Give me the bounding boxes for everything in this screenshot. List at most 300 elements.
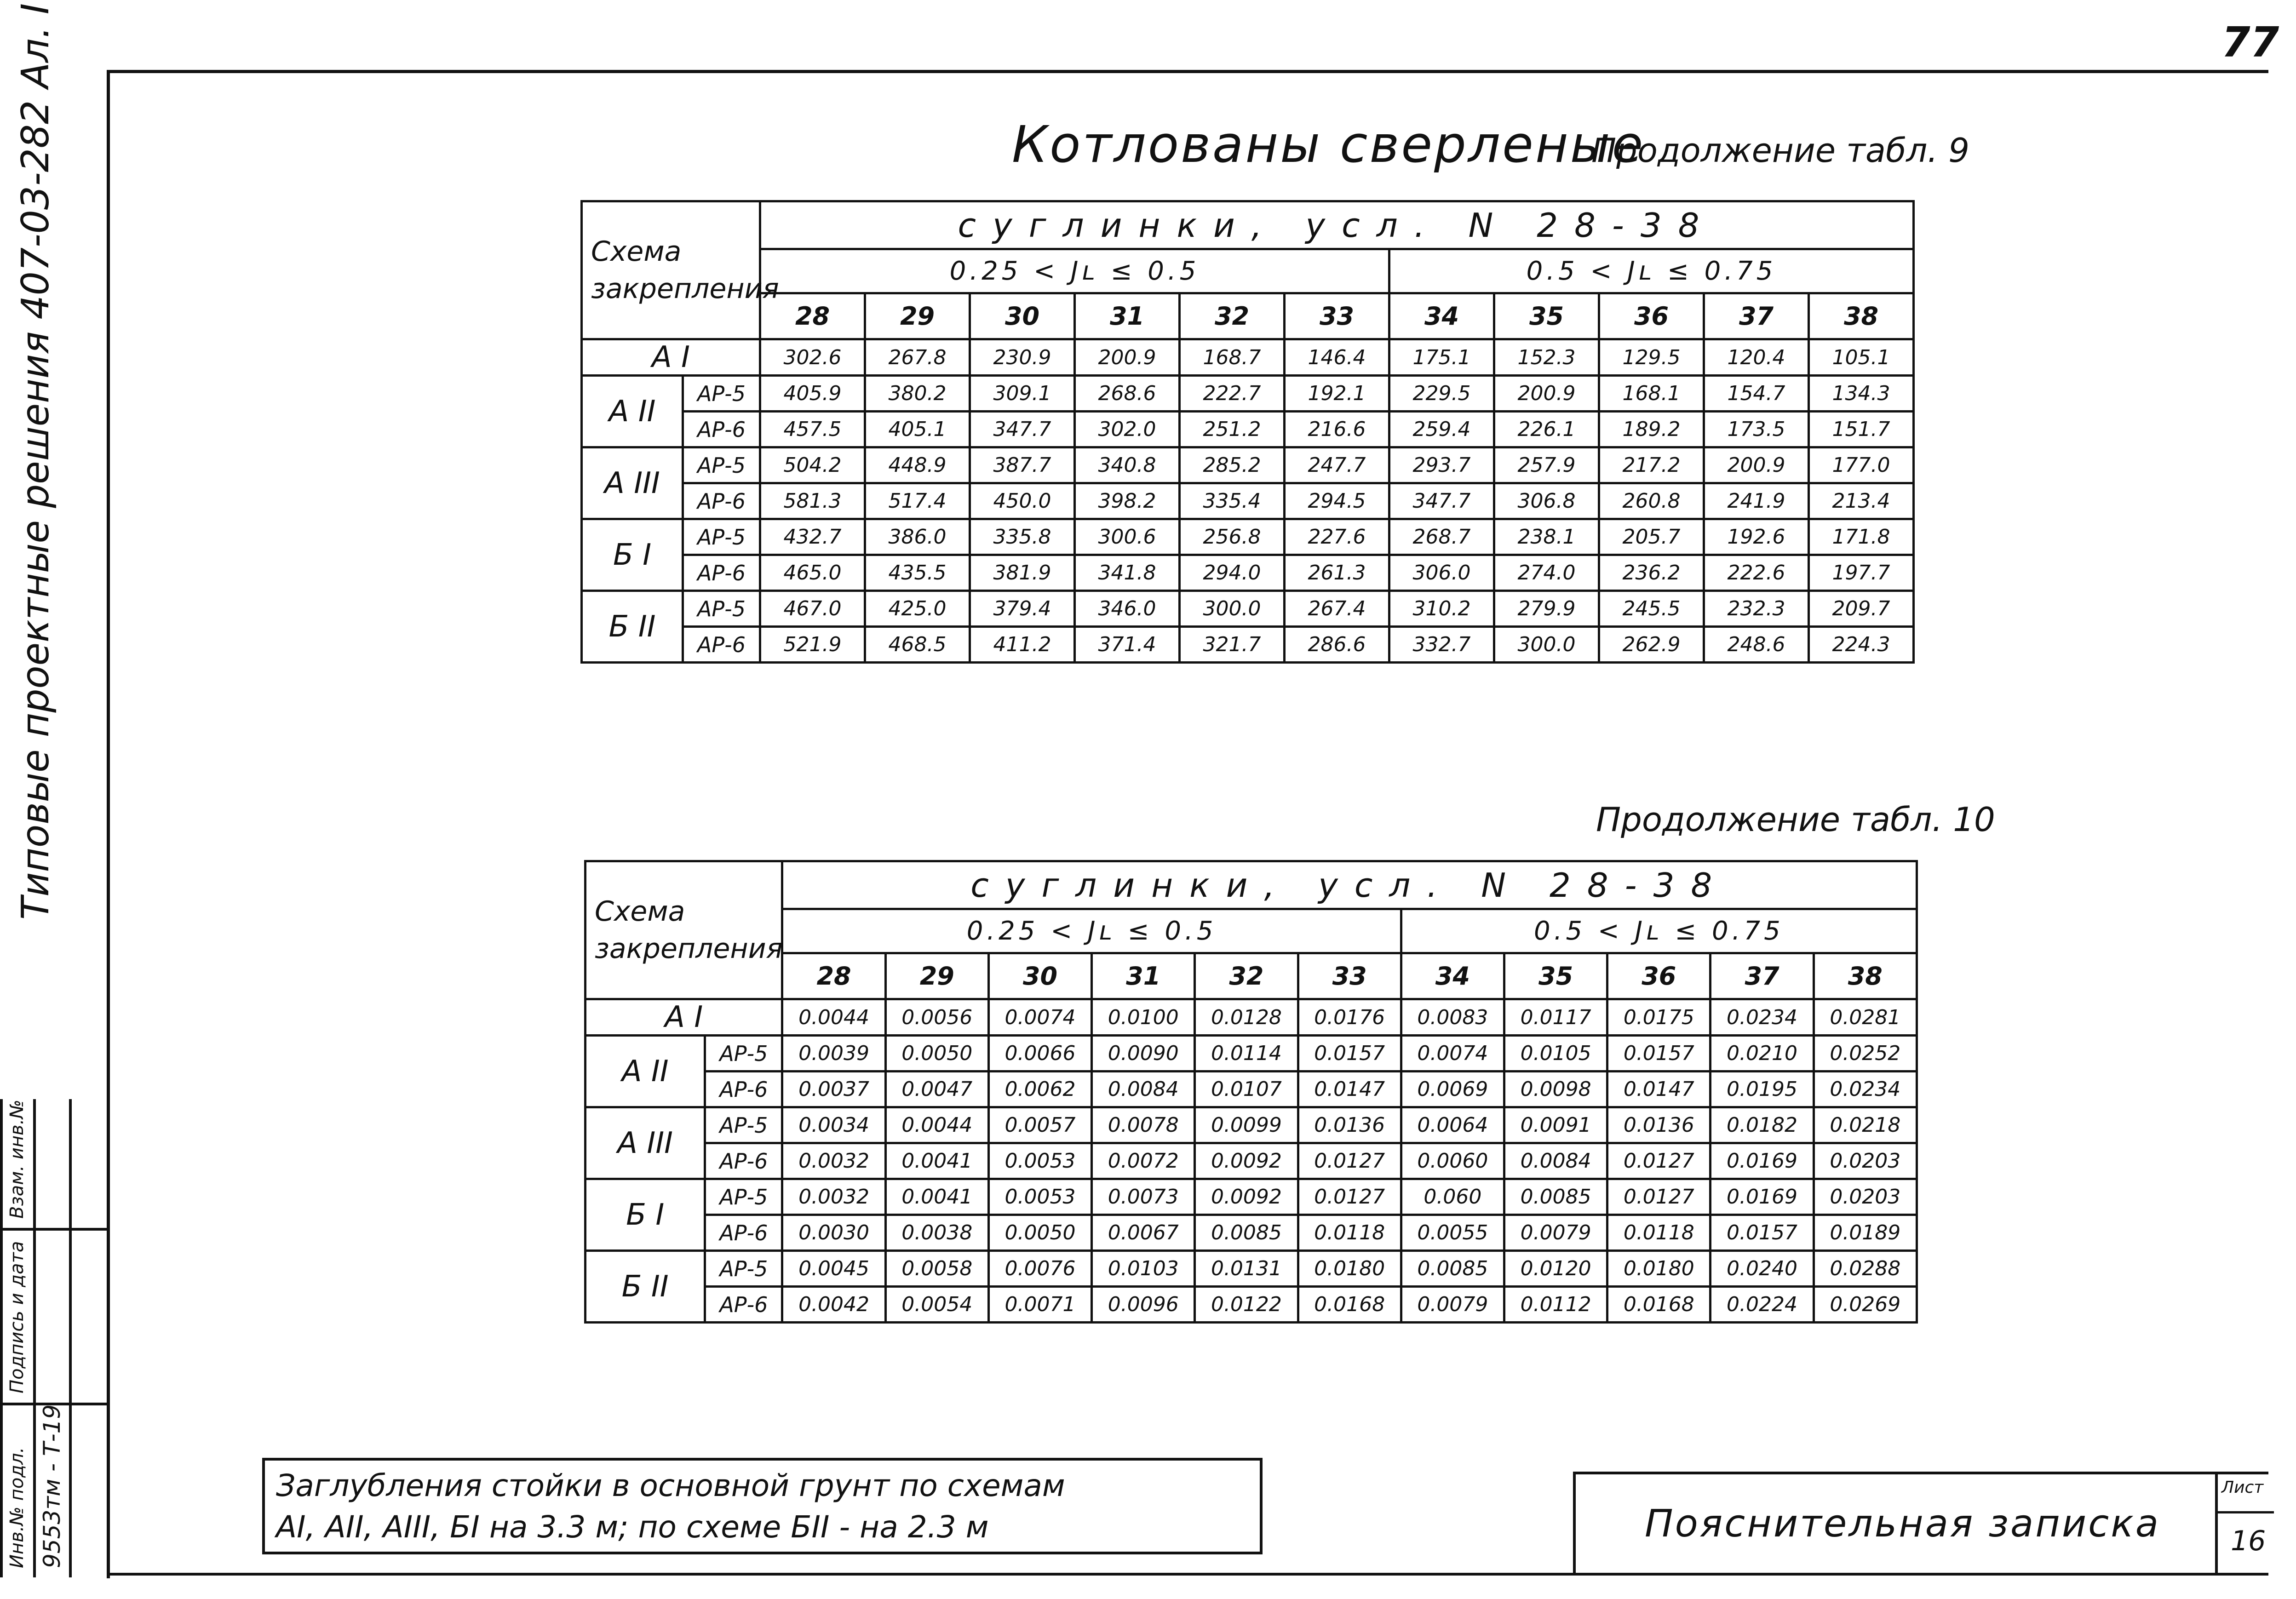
value-cell: 300.0: [1180, 591, 1285, 627]
row-sub-label: АР-6: [705, 1143, 782, 1179]
column-header: 32: [1195, 953, 1298, 999]
value-cell: 0.0118: [1607, 1215, 1711, 1251]
value-cell: 0.0128: [1195, 999, 1298, 1036]
value-cell: 0.0084: [1504, 1143, 1607, 1179]
value-cell: 197.7: [1809, 555, 1914, 591]
value-cell: 0.0032: [782, 1179, 885, 1215]
value-cell: 432.7: [760, 519, 865, 555]
row-group-label: А I: [585, 999, 782, 1036]
note-line-1: Заглубления стойки в основной грунт по схемам: [276, 1468, 1065, 1503]
value-cell: 0.0127: [1298, 1179, 1401, 1215]
value-cell: 0.0180: [1607, 1251, 1711, 1287]
side-stamp-divider: [69, 1099, 72, 1577]
value-cell: 151.7: [1809, 412, 1914, 447]
value-cell: 129.5: [1599, 339, 1704, 376]
value-cell: 0.0085: [1504, 1179, 1607, 1215]
value-cell: 0.0147: [1607, 1072, 1711, 1107]
value-cell: 0.0085: [1195, 1215, 1298, 1251]
value-cell: 347.7: [1389, 483, 1494, 519]
value-cell: 0.0054: [885, 1287, 988, 1323]
value-cell: 379.4: [970, 591, 1075, 627]
value-cell: 0.0127: [1607, 1179, 1711, 1215]
column-header: 37: [1711, 953, 1814, 999]
value-cell: 247.7: [1285, 447, 1389, 483]
table-row: [585, 1215, 1917, 1251]
column-header: 33: [1285, 293, 1389, 339]
row-sub-label: АР-5: [705, 1107, 782, 1143]
frame-bottom-line: [107, 1573, 2268, 1576]
value-cell: 294.5: [1285, 483, 1389, 519]
value-cell: 0.0180: [1298, 1251, 1401, 1287]
value-cell: 0.0073: [1092, 1179, 1195, 1215]
value-cell: 0.0195: [1711, 1072, 1814, 1107]
value-cell: 241.9: [1704, 483, 1809, 519]
value-cell: 0.0078: [1092, 1107, 1195, 1143]
value-cell: 0.0056: [885, 999, 988, 1036]
range-right-header: 0.5 < Jʟ ≤ 0.75: [1401, 909, 1917, 953]
value-cell: 0.0032: [782, 1143, 885, 1179]
value-cell: 306.0: [1389, 555, 1494, 591]
value-cell: 0.0091: [1504, 1107, 1607, 1143]
value-cell: 267.4: [1285, 591, 1389, 627]
value-cell: 286.6: [1285, 627, 1389, 663]
row-sub-label: АР-5: [683, 519, 760, 555]
row-group-label: Б I: [582, 519, 683, 591]
value-cell: 175.1: [1389, 339, 1494, 376]
value-cell: 435.5: [865, 555, 970, 591]
value-cell: 222.7: [1180, 376, 1285, 412]
value-cell: 0.0055: [1401, 1215, 1504, 1251]
table10-continuation: Продолжение табл. 10: [1596, 800, 1995, 839]
side-stamp-hline: [0, 1228, 107, 1231]
value-cell: 0.0074: [1401, 1036, 1504, 1072]
value-cell: 0.0203: [1814, 1179, 1917, 1215]
table-row: [582, 555, 1914, 591]
value-cell: 335.4: [1180, 483, 1285, 519]
value-cell: 262.9: [1599, 627, 1704, 663]
value-cell: 0.0252: [1814, 1036, 1917, 1072]
value-cell: 0.0127: [1607, 1143, 1711, 1179]
column-header: 34: [1389, 293, 1494, 339]
value-cell: 0.0092: [1195, 1143, 1298, 1179]
row-sub-label: АР-5: [705, 1251, 782, 1287]
value-cell: 0.0234: [1814, 1072, 1917, 1107]
column-header: 28: [760, 293, 865, 339]
value-cell: 259.4: [1389, 412, 1494, 447]
table-row: [585, 999, 1917, 1036]
value-cell: 0.0041: [885, 1179, 988, 1215]
value-cell: 0.0169: [1711, 1143, 1814, 1179]
value-cell: 0.0099: [1195, 1107, 1298, 1143]
value-cell: 213.4: [1809, 483, 1914, 519]
column-header: 36: [1599, 293, 1704, 339]
range-left-header: 0.25 < Jʟ ≤ 0.5: [782, 909, 1401, 953]
value-cell: 0.0076: [988, 1251, 1091, 1287]
value-cell: 0.0288: [1814, 1251, 1917, 1287]
scheme-header: Схема закрепления: [585, 861, 782, 999]
row-group-label: А III: [582, 447, 683, 519]
value-cell: 222.6: [1704, 555, 1809, 591]
value-cell: 0.0176: [1298, 999, 1401, 1036]
value-cell: 168.1: [1599, 376, 1704, 412]
frame-top-line: [107, 70, 2268, 73]
row-group-label: А II: [585, 1036, 705, 1107]
value-cell: 0.0085: [1401, 1251, 1504, 1287]
value-cell: 274.0: [1494, 555, 1599, 591]
value-cell: 450.0: [970, 483, 1075, 519]
note-line-2: AI, AII, AIII, БI на 3.3 м; по схеме БII - на 2.3 м: [276, 1509, 989, 1545]
value-cell: 285.2: [1180, 447, 1285, 483]
value-cell: 168.7: [1180, 339, 1285, 376]
value-cell: 227.6: [1285, 519, 1389, 555]
table-row: [585, 1107, 1917, 1143]
value-cell: 0.0066: [988, 1036, 1091, 1072]
value-cell: 517.4: [865, 483, 970, 519]
value-cell: 154.7: [1704, 376, 1809, 412]
value-cell: 0.0034: [782, 1107, 885, 1143]
table-row: [582, 339, 1914, 376]
value-cell: 0.0107: [1195, 1072, 1298, 1107]
table-row: [582, 483, 1914, 519]
column-header: 32: [1180, 293, 1285, 339]
range-right-header: 0.5 < Jʟ ≤ 0.75: [1389, 249, 1914, 293]
table-row: [582, 447, 1914, 483]
value-cell: 0.0112: [1504, 1287, 1607, 1323]
column-header: 30: [970, 293, 1075, 339]
value-cell: 0.0083: [1401, 999, 1504, 1036]
value-cell: 467.0: [760, 591, 865, 627]
value-cell: 268.7: [1389, 519, 1494, 555]
value-cell: 205.7: [1599, 519, 1704, 555]
value-cell: 0.0157: [1607, 1036, 1711, 1072]
value-cell: 171.8: [1809, 519, 1914, 555]
table-row: [582, 519, 1914, 555]
row-sub-label: АР-6: [683, 555, 760, 591]
column-header: 30: [988, 953, 1091, 999]
value-cell: 340.8: [1075, 447, 1180, 483]
column-header: 31: [1075, 293, 1180, 339]
row-sub-label: АР-5: [683, 376, 760, 412]
row-sub-label: АР-6: [683, 483, 760, 519]
value-cell: 173.5: [1704, 412, 1809, 447]
value-cell: 0.0057: [988, 1107, 1091, 1143]
value-cell: 0.0281: [1814, 999, 1917, 1036]
value-cell: 216.6: [1285, 412, 1389, 447]
value-cell: 238.1: [1494, 519, 1599, 555]
value-cell: 0.0074: [988, 999, 1091, 1036]
value-cell: 0.0030: [782, 1215, 885, 1251]
value-cell: 226.1: [1494, 412, 1599, 447]
value-cell: 302.0: [1075, 412, 1180, 447]
row-group-label: А II: [582, 376, 683, 447]
row-sub-label: АР-6: [683, 627, 760, 663]
value-cell: 260.8: [1599, 483, 1704, 519]
value-cell: 0.0168: [1298, 1287, 1401, 1323]
value-cell: 0.0098: [1504, 1072, 1607, 1107]
column-header: 34: [1401, 953, 1504, 999]
value-cell: 300.0: [1494, 627, 1599, 663]
value-cell: 0.0042: [782, 1287, 885, 1323]
value-cell: 120.4: [1704, 339, 1809, 376]
value-cell: 0.0175: [1607, 999, 1711, 1036]
table-row: [582, 376, 1914, 412]
value-cell: 504.2: [760, 447, 865, 483]
value-cell: 0.0218: [1814, 1107, 1917, 1143]
value-cell: 0.0127: [1298, 1143, 1401, 1179]
page-heading: Котлованы сверленые: [1012, 115, 1645, 174]
row-sub-label: АР-6: [705, 1215, 782, 1251]
value-cell: 0.0136: [1298, 1107, 1401, 1143]
side-stamp: [0, 1099, 107, 1577]
value-cell: 309.1: [970, 376, 1075, 412]
value-cell: 405.9: [760, 376, 865, 412]
value-cell: 294.0: [1180, 555, 1285, 591]
value-cell: 468.5: [865, 627, 970, 663]
value-cell: 448.9: [865, 447, 970, 483]
column-header: 37: [1704, 293, 1809, 339]
frame-left-line: [107, 70, 110, 1578]
value-cell: 152.3: [1494, 339, 1599, 376]
table-row: [582, 591, 1914, 627]
value-cell: 0.0182: [1711, 1107, 1814, 1143]
column-header: 29: [865, 293, 970, 339]
value-cell: 332.7: [1389, 627, 1494, 663]
table-9: [580, 200, 1915, 664]
value-cell: 0.0064: [1401, 1107, 1504, 1143]
value-cell: 0.0067: [1092, 1215, 1195, 1251]
value-cell: 0.0050: [885, 1036, 988, 1072]
row-group-label: А I: [582, 339, 760, 376]
value-cell: 0.0039: [782, 1036, 885, 1072]
value-cell: 381.9: [970, 555, 1075, 591]
table-row: [585, 1036, 1917, 1072]
value-cell: 0.0044: [782, 999, 885, 1036]
column-header: 33: [1298, 953, 1401, 999]
value-cell: 192.1: [1285, 376, 1389, 412]
vertical-series-title: Типовые проектные решения 407-03-282 Ал. I: [14, 3, 57, 920]
value-cell: 347.7: [970, 412, 1075, 447]
scheme-header: Схема закрепления: [582, 201, 760, 339]
value-cell: 177.0: [1809, 447, 1914, 483]
value-cell: 0.0168: [1607, 1287, 1711, 1323]
table-row: [585, 1179, 1917, 1215]
page-mark: 77: [2221, 18, 2279, 67]
table-row: [585, 1143, 1917, 1179]
value-cell: 302.6: [760, 339, 865, 376]
value-cell: 230.9: [970, 339, 1075, 376]
column-header: 38: [1809, 293, 1914, 339]
value-cell: 386.0: [865, 519, 970, 555]
row-group-label: А III: [585, 1107, 705, 1179]
value-cell: 267.8: [865, 339, 970, 376]
row-sub-label: АР-6: [705, 1072, 782, 1107]
side-stamp-label-inv: Инв.№ подл.: [6, 1447, 28, 1568]
value-cell: 457.5: [760, 412, 865, 447]
value-cell: 134.3: [1809, 376, 1914, 412]
table-row: [585, 1287, 1917, 1323]
value-cell: 380.2: [865, 376, 970, 412]
value-cell: 341.8: [1075, 555, 1180, 591]
row-sub-label: АР-6: [705, 1287, 782, 1323]
value-cell: 200.9: [1075, 339, 1180, 376]
value-cell: 229.5: [1389, 376, 1494, 412]
range-left-header: 0.25 < Jʟ ≤ 0.5: [760, 249, 1389, 293]
row-sub-label: АР-5: [705, 1036, 782, 1072]
value-cell: 209.7: [1809, 591, 1914, 627]
value-cell: 0.0079: [1401, 1287, 1504, 1323]
sheet-separator: [2218, 1511, 2274, 1513]
value-cell: 248.6: [1704, 627, 1809, 663]
value-cell: 256.8: [1180, 519, 1285, 555]
value-cell: 200.9: [1704, 447, 1809, 483]
value-cell: 224.3: [1809, 627, 1914, 663]
value-cell: 0.0060: [1401, 1143, 1504, 1179]
table-10: [584, 860, 1918, 1324]
column-header: 36: [1607, 953, 1711, 999]
value-cell: 0.0053: [988, 1179, 1091, 1215]
value-cell: 0.0072: [1092, 1143, 1195, 1179]
value-cell: 0.0053: [988, 1143, 1091, 1179]
value-cell: 521.9: [760, 627, 865, 663]
value-cell: 346.0: [1075, 591, 1180, 627]
value-cell: 0.0050: [988, 1215, 1091, 1251]
value-cell: 236.2: [1599, 555, 1704, 591]
table-row: [582, 627, 1914, 663]
value-cell: 0.0047: [885, 1072, 988, 1107]
value-cell: 0.0117: [1504, 999, 1607, 1036]
note-box: [262, 1458, 1263, 1554]
column-header: 28: [782, 953, 885, 999]
column-header: 35: [1504, 953, 1607, 999]
value-cell: 0.0131: [1195, 1251, 1298, 1287]
value-cell: 405.1: [865, 412, 970, 447]
value-cell: 0.0100: [1092, 999, 1195, 1036]
column-header: 31: [1092, 953, 1195, 999]
value-cell: 335.8: [970, 519, 1075, 555]
side-stamp-label-replace: Взам. инв.№: [6, 1100, 28, 1219]
value-cell: 0.0105: [1504, 1036, 1607, 1072]
row-sub-label: АР-5: [683, 591, 760, 627]
value-cell: 310.2: [1389, 591, 1494, 627]
value-cell: 192.6: [1704, 519, 1809, 555]
table9-continuation: Продолжение табл. 9: [1591, 131, 1970, 170]
column-header: 38: [1814, 953, 1917, 999]
value-cell: 0.0169: [1711, 1179, 1814, 1215]
sheet-number: 16: [2231, 1525, 2266, 1557]
table-row: [582, 412, 1914, 447]
value-cell: 0.0240: [1711, 1251, 1814, 1287]
value-cell: 0.0096: [1092, 1287, 1195, 1323]
value-cell: 0.0114: [1195, 1036, 1298, 1072]
value-cell: 0.0189: [1814, 1215, 1917, 1251]
table-row: [585, 1072, 1917, 1107]
value-cell: 0.060: [1401, 1179, 1504, 1215]
value-cell: 0.0103: [1092, 1251, 1195, 1287]
value-cell: 261.3: [1285, 555, 1389, 591]
value-cell: 0.0079: [1504, 1215, 1607, 1251]
value-cell: 0.0071: [988, 1287, 1091, 1323]
value-cell: 0.0118: [1298, 1215, 1401, 1251]
value-cell: 105.1: [1809, 339, 1914, 376]
value-cell: 321.7: [1180, 627, 1285, 663]
value-cell: 387.7: [970, 447, 1075, 483]
value-cell: 581.3: [760, 483, 865, 519]
side-stamp-inv-number: 9553тм - Т-19: [39, 1404, 65, 1568]
value-cell: 200.9: [1494, 376, 1599, 412]
value-cell: 0.0069: [1401, 1072, 1504, 1107]
title-block: [1573, 1472, 2268, 1573]
value-cell: 300.6: [1075, 519, 1180, 555]
document-title: Пояснительная записка: [1645, 1502, 2160, 1546]
sheet-column: [2215, 1474, 2274, 1573]
value-cell: 245.5: [1599, 591, 1704, 627]
value-cell: 0.0090: [1092, 1036, 1195, 1072]
value-cell: 0.0092: [1195, 1179, 1298, 1215]
row-sub-label: АР-5: [705, 1179, 782, 1215]
column-header: 35: [1494, 293, 1599, 339]
value-cell: 0.0157: [1298, 1036, 1401, 1072]
table-row: [585, 1251, 1917, 1287]
value-cell: 0.0044: [885, 1107, 988, 1143]
value-cell: 0.0062: [988, 1072, 1091, 1107]
soil-header: суглинки, усл. N 28-38: [760, 201, 1914, 249]
row-sub-label: АР-6: [683, 412, 760, 447]
value-cell: 0.0234: [1711, 999, 1814, 1036]
column-header: 29: [885, 953, 988, 999]
value-cell: 279.9: [1494, 591, 1599, 627]
value-cell: 0.0157: [1711, 1215, 1814, 1251]
value-cell: 0.0041: [885, 1143, 988, 1179]
value-cell: 293.7: [1389, 447, 1494, 483]
value-cell: 0.0084: [1092, 1072, 1195, 1107]
value-cell: 146.4: [1285, 339, 1389, 376]
value-cell: 0.0147: [1298, 1072, 1401, 1107]
value-cell: 0.0058: [885, 1251, 988, 1287]
row-group-label: Б II: [585, 1251, 705, 1323]
value-cell: 411.2: [970, 627, 1075, 663]
value-cell: 0.0045: [782, 1251, 885, 1287]
value-cell: 0.0037: [782, 1072, 885, 1107]
value-cell: 306.8: [1494, 483, 1599, 519]
value-cell: 0.0210: [1711, 1036, 1814, 1072]
value-cell: 0.0269: [1814, 1287, 1917, 1323]
row-sub-label: АР-5: [683, 447, 760, 483]
value-cell: 0.0120: [1504, 1251, 1607, 1287]
value-cell: 465.0: [760, 555, 865, 591]
side-stamp-label-sign: Подпись и дата: [6, 1241, 28, 1393]
value-cell: 0.0038: [885, 1215, 988, 1251]
row-group-label: Б II: [582, 591, 683, 663]
value-cell: 0.0136: [1607, 1107, 1711, 1143]
value-cell: 268.6: [1075, 376, 1180, 412]
row-group-label: Б I: [585, 1179, 705, 1251]
side-stamp-divider: [33, 1099, 36, 1577]
value-cell: 398.2: [1075, 483, 1180, 519]
value-cell: 251.2: [1180, 412, 1285, 447]
side-stamp-border: [0, 1099, 3, 1577]
soil-header: суглинки, усл. N 28-38: [782, 861, 1917, 909]
sheet-label: Лист: [2221, 1478, 2264, 1497]
value-cell: 217.2: [1599, 447, 1704, 483]
value-cell: 189.2: [1599, 412, 1704, 447]
value-cell: 232.3: [1704, 591, 1809, 627]
value-cell: 257.9: [1494, 447, 1599, 483]
value-cell: 0.0122: [1195, 1287, 1298, 1323]
value-cell: 0.0224: [1711, 1287, 1814, 1323]
value-cell: 371.4: [1075, 627, 1180, 663]
value-cell: 425.0: [865, 591, 970, 627]
value-cell: 0.0203: [1814, 1143, 1917, 1179]
